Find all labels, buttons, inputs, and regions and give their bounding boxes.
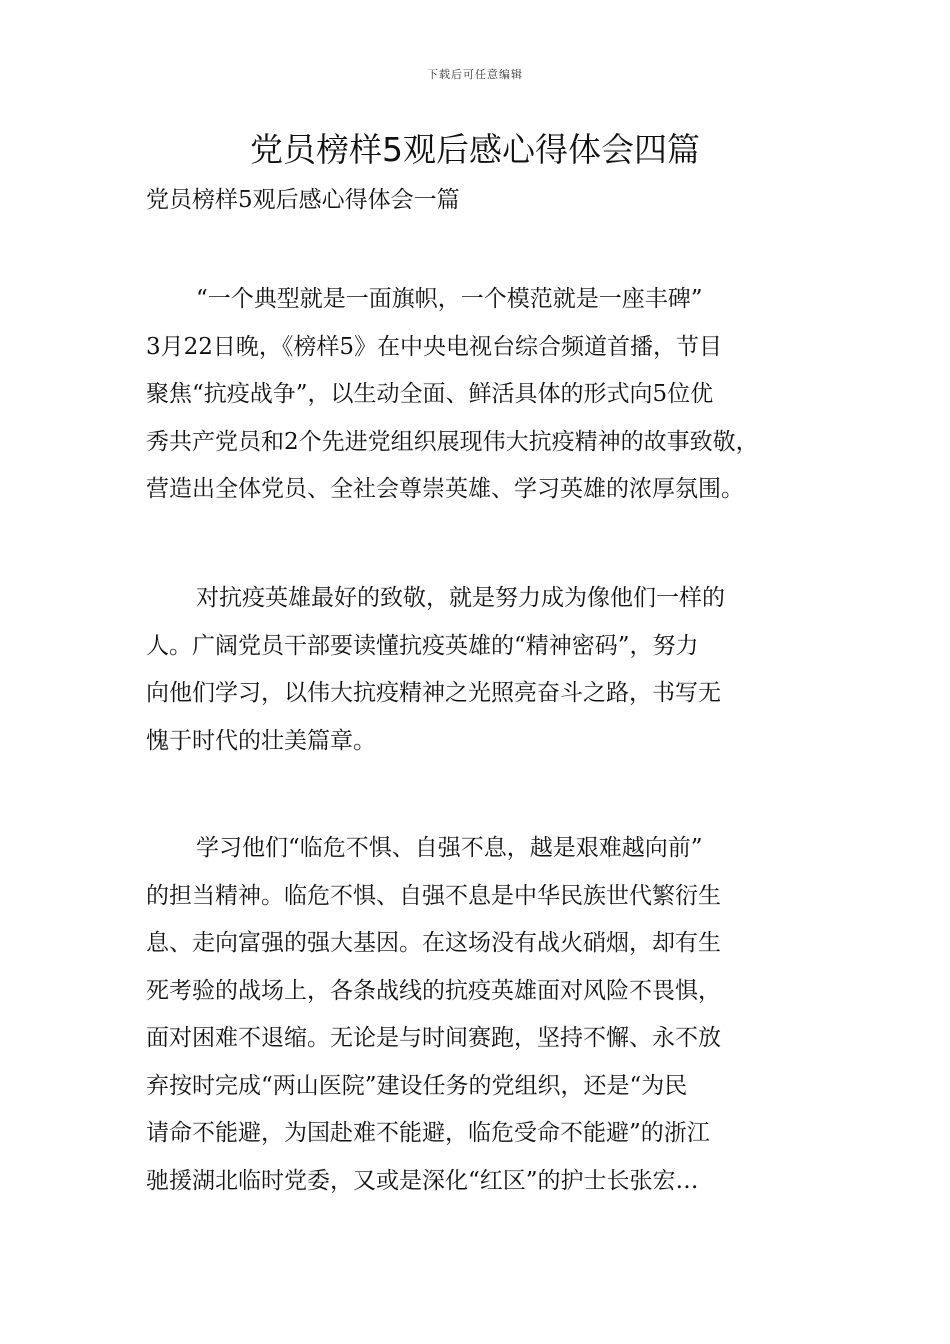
paragraph-line: 面对困难不退缩。无论是与时间赛跑，坚持不懈、永不放: [146, 1025, 721, 1051]
paragraph-line: 人。广阔党员干部要读懂抗疫英雄的“精神密码”，努力: [146, 632, 699, 659]
paragraph-line: 聚焦“抗疫战争”，以生动全面、鲜活具体的形式向5位优: [146, 381, 714, 407]
document-title: 党员榜样5观后感心得体会四篇: [250, 130, 700, 169]
section-subtitle: 党员榜样5观后感心得体会一篇: [146, 187, 460, 213]
paragraph-line: 秀共产党员和2个先进党组织展现伟大抗疫精神的故事致敬，: [146, 428, 759, 455]
paragraph-3: [146, 825, 826, 1205]
paragraph-line: 愧于时代的壮美篇章。: [146, 727, 376, 754]
paragraph-line: 对抗疫英雄最好的致敬，就是努力成为像他们一样的: [196, 585, 725, 611]
paragraph-line: 驰援湖北临时党委，又或是深化“红区”的护士长张宏…: [146, 1167, 699, 1194]
paragraph-2: [146, 575, 826, 765]
paragraph-line: 的担当精神。临危不惧、自强不息是中华民族世代繁衍生: [146, 882, 721, 909]
paragraph-line: 弃按时完成“两山医院”建设任务的党组织，还是“为民: [146, 1072, 688, 1099]
paragraph-line: 死考验的战场上，各条战线的抗疫英雄面对风险不畏惧，: [146, 977, 721, 1004]
paragraph-line: 息、走向富强的强大基因。在这场没有战火硝烟，却有生: [146, 930, 721, 956]
paragraph-line: 学习他们“临危不惧、自强不息，越是艰难越向前”: [196, 835, 703, 861]
paragraph-line: 向他们学习，以伟大抗疫精神之光照亮奋斗之路，书写无: [146, 680, 721, 706]
header-note: 下载后可任意编辑: [427, 68, 523, 81]
paragraph-line: 请命不能避，为国赴难不能避，临危受命不能避”的浙江: [146, 1120, 710, 1146]
paragraph-line: “一个典型就是一面旗帜，一个模范就是一座丰碑”: [196, 286, 703, 312]
paragraph-1: [146, 276, 826, 514]
paragraph-line: 3月22日晚，《榜样5》在中央电视台综合频道首播，节目: [146, 333, 723, 360]
paragraph-line: 营造出全体党员、全社会尊崇英雄、学习英雄的浓厚氛围。: [146, 476, 744, 502]
